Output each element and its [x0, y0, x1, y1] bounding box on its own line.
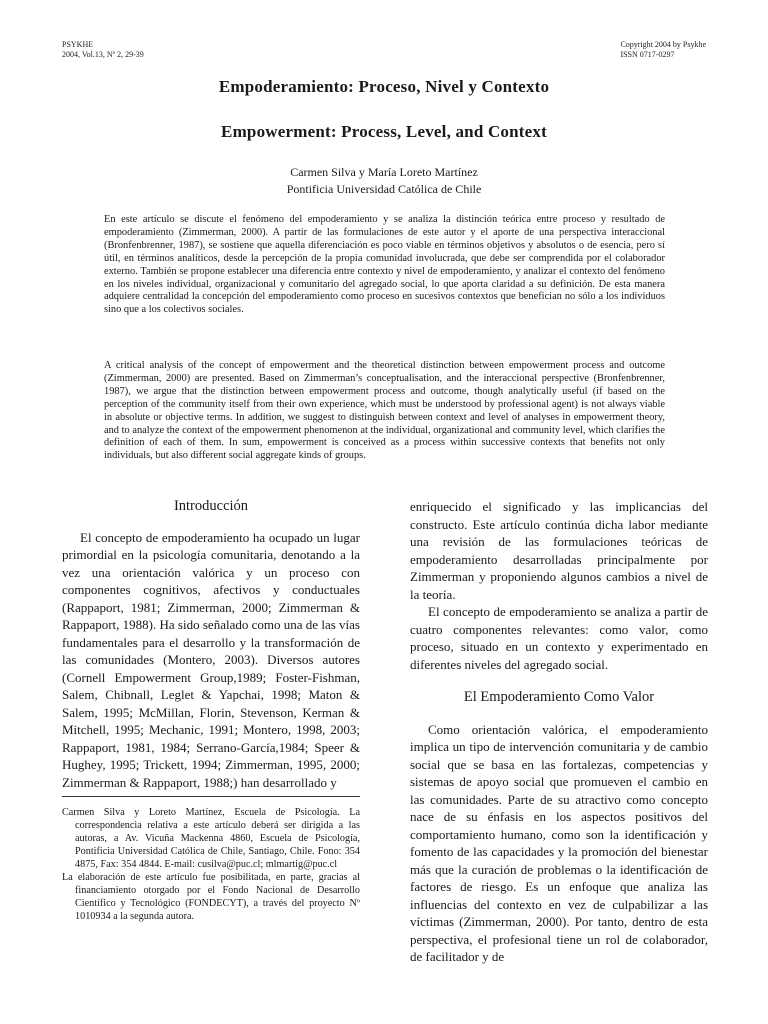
copyright-notice: Copyright 2004 by Psykhe: [620, 40, 706, 49]
running-header-left: [62, 40, 144, 60]
author-block: [0, 164, 768, 198]
footnote-funding: La elaboración de este artículo fue posibilitada, en parte, gracias al financiamiento otorgado por el Fondo Nacional de Desarrollo Científico y Tecnológico (FONDECYT), a través del proyecto Nº 1010934 a la segunda autora.: [62, 872, 360, 922]
components-paragraph: El concepto de empoderamiento se analiza a partir de cuatro componentes relevantes: como valor, como proceso, situado en un contexto y experimentado en diferentes niveles del agregado social.: [410, 604, 708, 672]
running-header-right: [620, 40, 706, 60]
left-column: [62, 498, 360, 791]
issue-info: 2004, Vol.13, Nº 2, 29-39: [62, 50, 144, 59]
abstract-english: A critical analysis of the concept of empowerment and the theoretical distinction between empowerment process and outcome (Zimmerman, 2000) are presented. Based on Zimmerman’s conceptualisation, and the interaccional perspective (Bronfenbrenner, 1987), we argue that the distinction between empowerment process and outcome, though analytically useful (if based on the perception of the community itself from their own experience, which must be understood by professional agent) is not always viable in absolute or objective terms. In addition, we suggest to distinguish between context and level of analyses in empowerment theory, and to analyze the context of the empowerment phenomenon at the individual, organizational and community level, which clarifies the definition of each of them. In sum, empowerment is conceived as a process within successive contexts that benefits not only individuals, but also different social aggregate kinds of groups.: [104, 360, 665, 462]
issn: ISSN 0717-0297: [620, 50, 675, 59]
footnote-author-correspondence: Carmen Silva y Loreto Martínez, Escuela de Psicología. La correspondencia relativa a este artículo deberá ser dirigida a las autoras, a Av. Vicuña Mackenna 4860, Escuela de Psicología, Pontificia Universidad Católica de Chile, Santiago, Chile. Fono: 354 4875, Fax: 354 4844. E-mail: cusilva@puc.cl; mlmartig@puc.cl: [62, 807, 360, 870]
author-names: Carmen Silva y María Loreto Martínez: [290, 165, 478, 179]
journal-name: PSYKHE: [62, 40, 94, 49]
intro-paragraph: El concepto de empoderamiento ha ocupado un lugar primordial en la psicología comunitaria, denotando a la vez una orientación valórica y un proceso con componentes cognitivos, afectivos y conductuales (Rappaport, 1981; Zimmerman, 2000; Zimmerman & Rappaport, 1988). Ha sido señalado como una de las vías fundamentales para el desarrollo y la transformación de las comunidades (Montero, 2003). Diversos autores (Cornell Empowerment Group,1989; Foster-Fishman, Salem, Chibnall, Leglet & Yapchai, 1998; Maton & Salem, 1995; McMillan, Florin, Stevenson, Kerman & Mitchell, 1995; Mechanic, 1991; Montero, 1998, 2003; Rappaport, 1981, 1984; Serrano-García,1984; Speer & Hughey, 1995; Trickett, 1994; Zimmerman, 1995, 2000; Zimmerman & Rappaport, 1988;) han desarrollado y: [62, 529, 360, 790]
title-english: Empowerment: Process, Level, and Context: [221, 122, 547, 141]
right-column: [410, 498, 708, 966]
affiliation: Pontificia Universidad Católica de Chile: [286, 182, 482, 196]
section-heading-valor: El Empoderamiento Como Valor: [463, 689, 655, 705]
title-spanish: Empoderamiento: Proceso, Nivel y Contexto: [218, 77, 550, 96]
footnote-divider: [62, 796, 360, 797]
section-heading-introduccion: Introducción: [173, 498, 249, 514]
valor-paragraph: Como orientación valórica, el empoderamiento implica un tipo de intervención comunitaria y de cambio social que se basa en las fortalezas, competencias y sistemas de apoyo social que promueven el cambio en las comunidades. Parte de su atractivo como concepto nace de su énfasis en los aspectos positivos del comportamiento humano, como son la identificación y fomento de las capacidades y la promoción del bienestar más que la curación de problemas o la identificación de factores de riesgo. Es un enfoque que analiza las influencias del contexto en vez de culpabilizar a las víctimas (Zimmerman, 2000). Por tanto, dentro de esta perspectiva, el profesional tiene un rol de colaborador, de facilitador y de: [410, 721, 708, 964]
abstract-spanish: En este artículo se discute el fenómeno del empoderamiento y se analiza la distinción teórica entre proceso y resultado de empoderamiento (Zimmerman, 2000). A partir de las formulaciones de este autor y el aporte de una perspectiva interaccional (Bronfenbrenner, 1987), se sostiene que aquella diferenciación es poco viable en términos objetivos y absolutos o de esencia, pero sí útil, en términos analíticos, desde la percepción de la propia comunidad involucrada, que debe ser comprendida por el colaborador externo. También se propone establecer una diferencia entre contexto y nivel de empoderamiento, y analizar el contexto del fenómeno en los niveles individual, organizacional y comunitario del agregado social, lo que aporta claridad a su definición. De esta manera adquiere centralidad la concepción del empoderamiento como proceso en sucesivos contextos que benefician no sólo a los individuos sino que a los colectivos sociales.: [104, 214, 665, 316]
continued-paragraph: enriquecido el significado y las implicancias del constructo. Este artículo continúa dicha labor mediante una revisión de las formulaciones teóricas de empoderamiento desarrolladas principalmente por Zimmerman y proponiendo algunos cambios a nivel de la teoría.: [410, 499, 708, 602]
footnotes: [62, 806, 360, 923]
